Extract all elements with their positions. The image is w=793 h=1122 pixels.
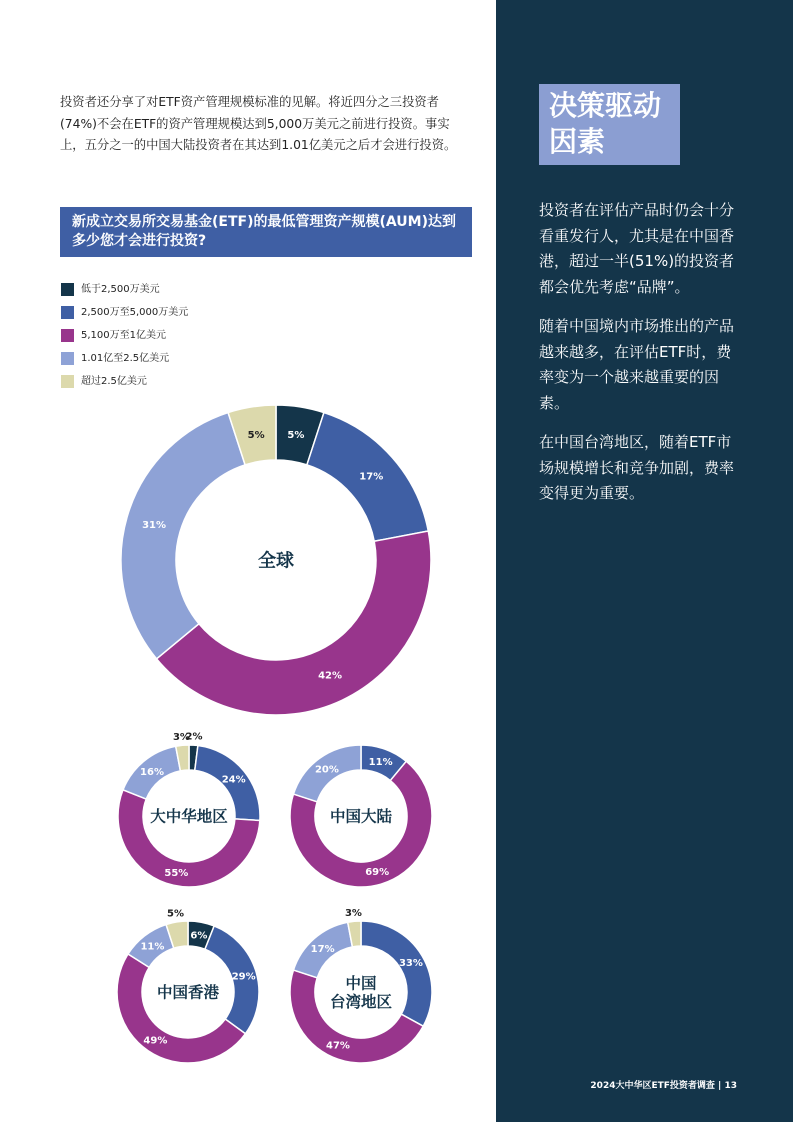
legend-label: 1.01亿至2.5亿美元 xyxy=(81,353,170,364)
legend-label: 2,500万至5,000万美元 xyxy=(81,307,189,318)
data-label: 11% xyxy=(140,941,165,953)
donut-chart xyxy=(290,745,432,887)
data-label: 55% xyxy=(164,868,189,880)
donut-slice xyxy=(121,413,245,659)
data-label: 33% xyxy=(398,957,423,969)
data-label: 17% xyxy=(310,943,335,955)
data-label: 5% xyxy=(166,908,184,920)
data-label: 11% xyxy=(368,756,393,768)
data-label: 5% xyxy=(287,430,305,442)
data-label: 31% xyxy=(142,520,167,532)
data-label: 29% xyxy=(231,971,256,983)
intro-text: 投资者还分享了对ETF资产管理规模标准的见解。将近四分之三投资者(74%)不会在ETF的资产管理规模达到5,000万美元之前进行投资。事实上，五分之一的中国大陆投资者在其达到1.01亿美元之后才会进行投资。 xyxy=(60,95,457,152)
section-title: 决策驱动因素 xyxy=(539,84,680,165)
chart-heading: 新成立交易所交易基金(ETF)的最低管理资产规模(AUM)达到多少您才会进行投资? xyxy=(60,207,472,257)
data-label: 2% xyxy=(185,731,203,743)
data-label: 3% xyxy=(344,907,362,919)
series-name-label: 中国香港 xyxy=(156,983,220,1002)
data-label: 17% xyxy=(359,471,384,483)
legend-label: 低于2,500万美元 xyxy=(81,284,160,295)
donut-chart xyxy=(290,908,432,1063)
data-label: 42% xyxy=(318,670,343,682)
legend-label: 5,100万至1亿美元 xyxy=(81,330,166,341)
donut-chart xyxy=(117,908,259,1063)
donut-chart xyxy=(118,732,260,887)
series-name-label: 全球 xyxy=(258,550,294,572)
donut-slice xyxy=(117,954,245,1063)
right-paragraph: 随着中国境内市场推出的产品越来越多，在评估ETF时，费率变为一个越来越重要的因素。 xyxy=(539,317,735,412)
series-name-label: 中国 xyxy=(345,974,377,993)
data-label: 47% xyxy=(325,1040,350,1052)
data-label: 3% xyxy=(172,731,190,743)
legend-label: 超过2.5亿美元 xyxy=(81,376,147,387)
series-name-label: 大中华地区 xyxy=(150,807,228,826)
data-label: 16% xyxy=(140,766,164,778)
right-paragraph: 在中国台湾地区，随着ETF市场规模增长和竞争加剧，费率变得更为重要。 xyxy=(539,433,735,502)
series-name-label: 台湾地区 xyxy=(329,992,393,1011)
page-footer: 2024大中华区ETF投资者调查 | 13 xyxy=(590,1081,737,1091)
right-paragraph: 投资者在评估产品时仍会十分看重发行人，尤其是在中国香港，超过一半(51%)的投资者都会优先考虑“品牌”。 xyxy=(539,201,735,296)
series-name-label: 中国大陆 xyxy=(329,807,393,826)
data-label: 49% xyxy=(143,1035,168,1047)
donut-chart xyxy=(121,405,431,715)
data-label: 5% xyxy=(247,430,265,442)
right-text xyxy=(539,198,739,521)
data-label: 69% xyxy=(365,867,390,879)
data-label: 20% xyxy=(314,764,339,776)
data-label: 6% xyxy=(190,930,208,942)
data-label: 24% xyxy=(221,774,246,786)
